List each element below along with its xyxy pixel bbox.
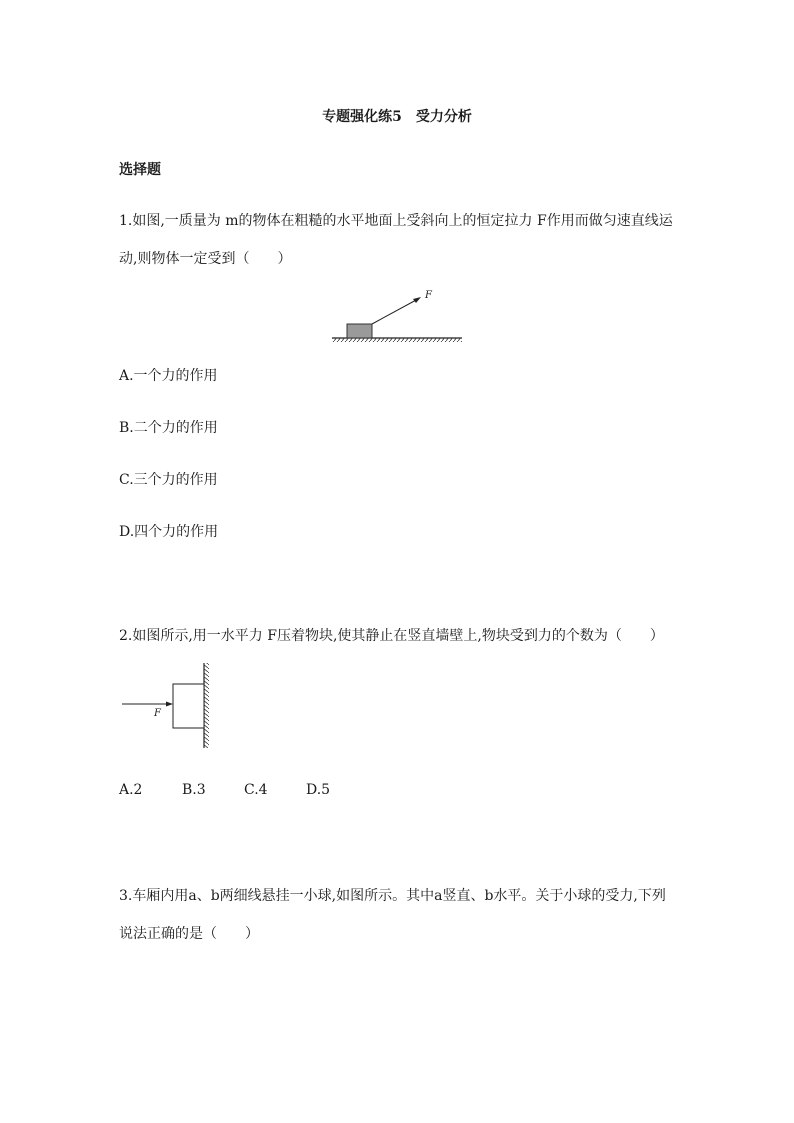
section-heading: 选择题 xyxy=(119,162,161,178)
q2-force-arrowhead xyxy=(166,702,173,707)
q2-option-d: D.5 xyxy=(306,782,331,798)
q2-stem-line1: 2.如图所示,用一水平力 F压着物块,使其静止在竖直墙壁上,物块受到力的个数为（ ） xyxy=(119,628,664,644)
q1-force-arrow-line xyxy=(372,299,418,324)
q1-force-label: F xyxy=(425,290,432,301)
q3-stem-line2: 说法正确的是（ ） xyxy=(119,926,259,942)
page-title: 专题强化练5 受力分析 xyxy=(322,109,472,125)
q1-option-b: B.二个力的作用 xyxy=(119,420,218,436)
q1-force-arrowhead xyxy=(413,297,421,303)
q2-wall-hatch xyxy=(204,663,209,748)
q1-ground-hatch xyxy=(332,338,462,342)
q2-figure-block-on-wall xyxy=(118,660,214,752)
q1-block xyxy=(347,324,372,338)
q3-stem-line1: 3.车厢内用a、b两细线悬挂一小球,如图所示。其中a竖直、b水平。关于小球的受力,下列 xyxy=(119,888,666,904)
q2-options-row xyxy=(119,782,330,798)
q2-option-c: C.4 xyxy=(244,782,268,798)
q2-option-a: A.2 xyxy=(119,782,143,798)
q2-option-b: B.3 xyxy=(182,782,206,798)
q2-block xyxy=(173,684,204,728)
q2-force-label: F xyxy=(154,708,161,719)
q1-stem-line2: 动,则物体一定受到（ ） xyxy=(119,251,292,267)
q1-option-c: C.三个力的作用 xyxy=(119,472,218,488)
q1-option-d: D.四个力的作用 xyxy=(119,524,219,540)
q1-figure-block-on-ground xyxy=(330,286,466,346)
q1-stem-line1: 1.如图,一质量为 m的物体在粗糙的水平地面上受斜向上的恒定拉力 F作用而做匀速直线运 xyxy=(119,213,673,229)
q1-option-a: A.一个力的作用 xyxy=(119,368,218,384)
